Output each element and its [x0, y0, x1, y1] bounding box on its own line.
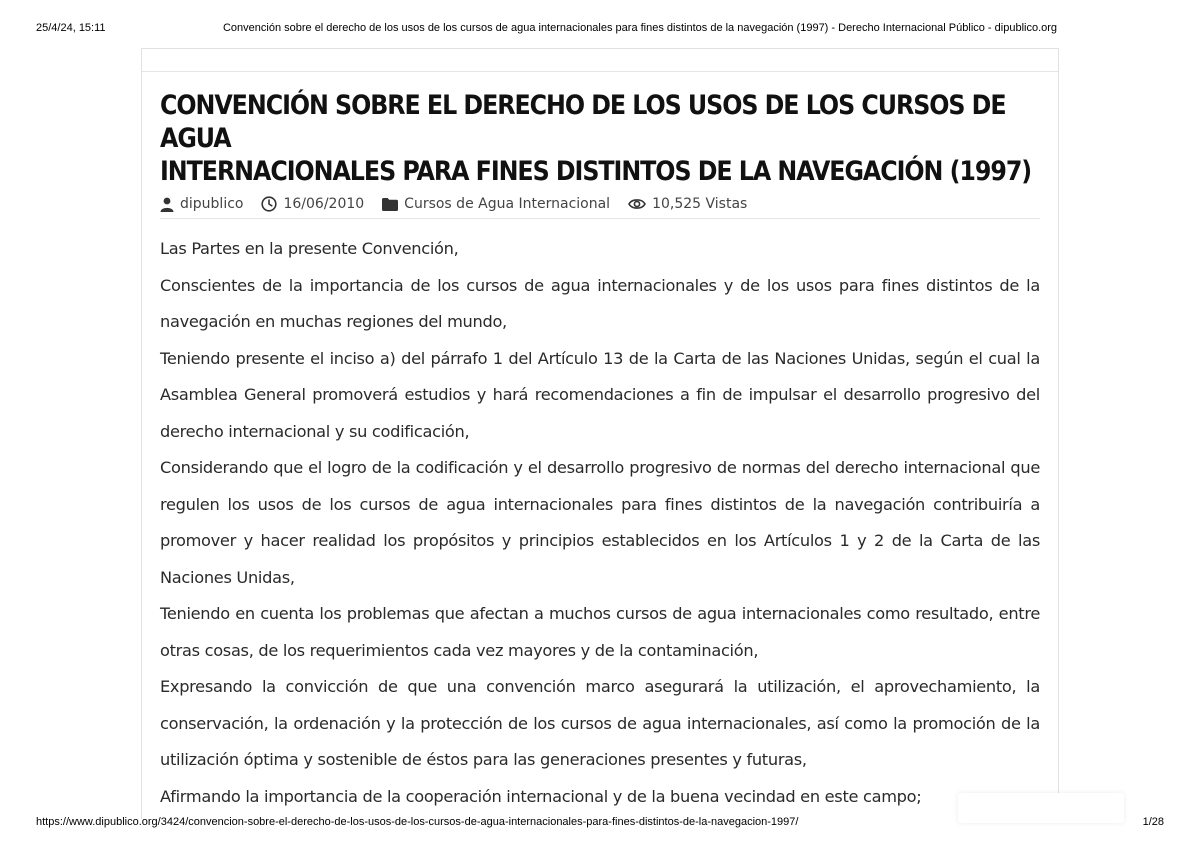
meta-date-label: 16/06/2010 — [283, 196, 365, 212]
meta-author-label: dipublico — [180, 196, 244, 212]
article-title-line-1: CONVENCIÓN SOBRE EL DERECHO DE LOS USOS DE LOS CURSOS DE AGUA — [160, 90, 1006, 154]
print-page-title: Convención sobre el derecho de los usos de los cursos de agua internacionales para fines distintos de la navegación (1997) - Derecho Internacional Público - dipublico.org — [222, 22, 1058, 34]
print-url: https://www.dipublico.org/3424/convencion-sobre-el-derecho-de-los-usos-de-los-cursos-de-agua-internacionales-para-fines-distintos-de-la-navegacion-1997/ — [36, 816, 799, 828]
user-icon — [160, 197, 174, 212]
folder-icon — [382, 198, 398, 211]
meta-views — [628, 196, 747, 212]
meta-views-label: 10,525 Vistas — [652, 196, 748, 212]
print-date: 25/4/24, 15:11 — [36, 22, 106, 34]
eye-icon — [628, 197, 646, 211]
article — [160, 89, 1040, 815]
paragraph: Expresando la convicción de que una convención marco asegurará la utilización, el aprovechamiento, la conservación, la ordenación y la protección de los cursos de agua internacionales, así como la promoción de la utilización óptima y sostenible de éstos para las generaciones presentes y futuras, — [160, 677, 1040, 769]
meta-category[interactable] — [382, 196, 610, 212]
article-meta — [160, 192, 1040, 219]
print-page-number: 1/28 — [1142, 816, 1164, 828]
paragraph: Considerando que el logro de la codificación y el desarrollo progresivo de normas del derecho internacional que regulen los usos de los cursos de agua internacionales para fines distintos de la navegación contribuiría a promover y hacer realidad los propósitos y principios establecidos en los Artículos 1 y 2 de la Carta de las Naciones Unidas, — [160, 458, 1040, 587]
article-title-line-2: INTERNACIONALES PARA FINES DISTINTOS DE LA NAVEGACIÓN (1997) — [160, 156, 1032, 187]
paragraph: Teniendo en cuenta los problemas que afectan a muchos cursos de agua internacionales como resultado, entre otras cosas, de los requerimientos cada vez mayores y de la contaminación, — [160, 604, 1040, 660]
meta-date — [261, 196, 364, 212]
clock-icon — [261, 196, 277, 212]
print-footer — [0, 812, 1200, 832]
article-body — [160, 231, 1040, 815]
paragraph: Teniendo presente el inciso a) del párrafo 1 del Artículo 13 de la Carta de las Naciones Unidas, según el cual la Asamblea General promoverá estudios y hará recomendaciones a fin de impulsar el desarrollo progresivo del derecho internacional y su codificación, — [160, 348, 1040, 441]
meta-category-label: Cursos de Agua Internacional — [404, 196, 611, 212]
paragraph: Las Partes en la presente Convención, — [160, 239, 459, 258]
article-card — [141, 48, 1059, 819]
card-top-bar — [142, 49, 1058, 72]
article-title — [160, 89, 1040, 188]
meta-author[interactable] — [160, 196, 243, 212]
paragraph: Afirmando la importancia de la cooperación internacional y de la buena vecindad en este campo; — [160, 786, 922, 806]
paragraph: Conscientes de la importancia de los cursos de agua internacionales y de los usos para fines distintos de la navegación en muchas regiones del mundo, — [160, 275, 1040, 331]
print-header — [0, 0, 1200, 34]
